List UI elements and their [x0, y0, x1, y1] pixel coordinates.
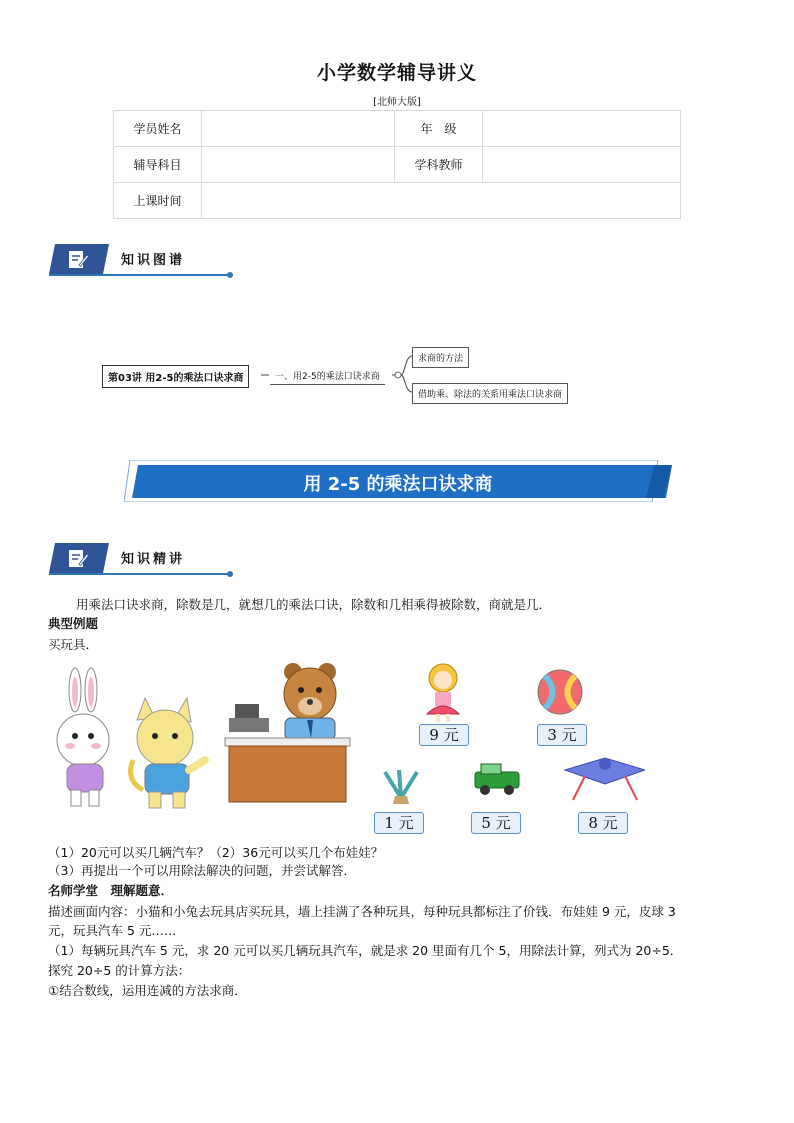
student-info-table — [113, 110, 681, 219]
description-line-2: 元，玩具汽车 5 元…… — [48, 923, 177, 938]
topic-banner — [124, 460, 672, 502]
section-title: 知识精讲 — [121, 552, 186, 567]
section-title: 知识图谱 — [121, 253, 186, 268]
price-tag-kite: 8 元 — [578, 812, 628, 834]
method-line-1: ①结合数线，运用连减的方法求商． — [48, 983, 247, 998]
class-time-field[interactable] — [202, 183, 681, 219]
explore-line: 探究 20÷5 的计算方法： — [48, 963, 191, 978]
section-header-knowledge-explain — [49, 543, 231, 577]
cat-illustration — [131, 698, 205, 808]
mindmap-branch: 一、用2-5的乘法口诀求商 — [270, 366, 385, 385]
price-tag-car: 5 元 — [471, 812, 521, 834]
grade-field[interactable] — [483, 111, 681, 147]
ball-illustration — [538, 670, 582, 714]
notebook-pencil-icon — [67, 547, 89, 569]
page-title: 小学数学辅导讲义 — [316, 62, 477, 84]
section-underline-dot — [227, 272, 233, 278]
example-heading: 典型例题 — [48, 616, 99, 631]
car-illustration — [475, 764, 519, 795]
rabbit-illustration — [57, 668, 109, 806]
section-header-knowledge-map — [49, 244, 231, 278]
bear-shopkeeper-illustration — [229, 663, 336, 740]
teacher-label: 学科教师 — [395, 147, 483, 183]
subject-field[interactable] — [202, 147, 395, 183]
example-title: 买玩具． — [48, 637, 99, 652]
student-name-field[interactable] — [202, 111, 395, 147]
student-name-label: 学员姓名 — [114, 111, 202, 147]
question-line-2: （3）再提出一个可以用除法解决的问题，并尝试解答． — [48, 863, 356, 878]
mindmap-leaf: 求商的方法 — [412, 347, 469, 368]
price-tag-ball: 3 元 — [537, 724, 587, 746]
question-line-1: （1）20元可以买几辆汽车？（2）36元可以买几个布娃娃？ — [48, 845, 384, 860]
mindmap-leaf: 借助乘、除法的关系用乘法口诀求商 — [412, 383, 568, 404]
grade-label: 年 级 — [395, 111, 483, 147]
toy-store-illustration — [45, 660, 645, 840]
answer-line-1: （1）每辆玩具汽车 5 元，求 20 元可以买几辆玩具汽车，就是求 20 里面有几个 5，用除法计算，列式为 20÷5． — [48, 943, 683, 958]
banner-title: 用 2-5 的乘法口诀求商 — [303, 474, 493, 495]
teacher-heading: 名师学堂 理解题意． — [48, 883, 174, 898]
subject-label: 辅导科目 — [114, 147, 202, 183]
class-time-label: 上课时间 — [114, 183, 202, 219]
description-line-1: 描述画面内容：小猫和小兔去玩具店买玩具，墙上挂满了各种玩具，每种玩具都标注了价钱．布娃娃 9 元，皮球 3 — [48, 904, 676, 919]
mindmap-root: 第03讲 用2-5的乘法口诀求商 — [102, 365, 249, 388]
notebook-pencil-icon — [67, 248, 89, 270]
price-tag-doll: 9 元 — [419, 724, 469, 746]
section-underline — [49, 274, 231, 276]
kite-bird-illustration — [565, 758, 645, 800]
section-underline — [49, 573, 231, 575]
section-underline-dot — [227, 571, 233, 577]
teacher-field[interactable] — [483, 147, 681, 183]
plant-illustration — [385, 770, 417, 804]
edition-label: [北师大版] — [373, 97, 421, 108]
counter-illustration — [225, 738, 350, 802]
doll-illustration — [427, 664, 459, 722]
intro-text: 用乘法口诀求商，除数是几，就想几的乘法口诀，除数和几相乘得被除数，商就是几． — [76, 597, 552, 612]
price-tag-plant: 1 元 — [374, 812, 424, 834]
